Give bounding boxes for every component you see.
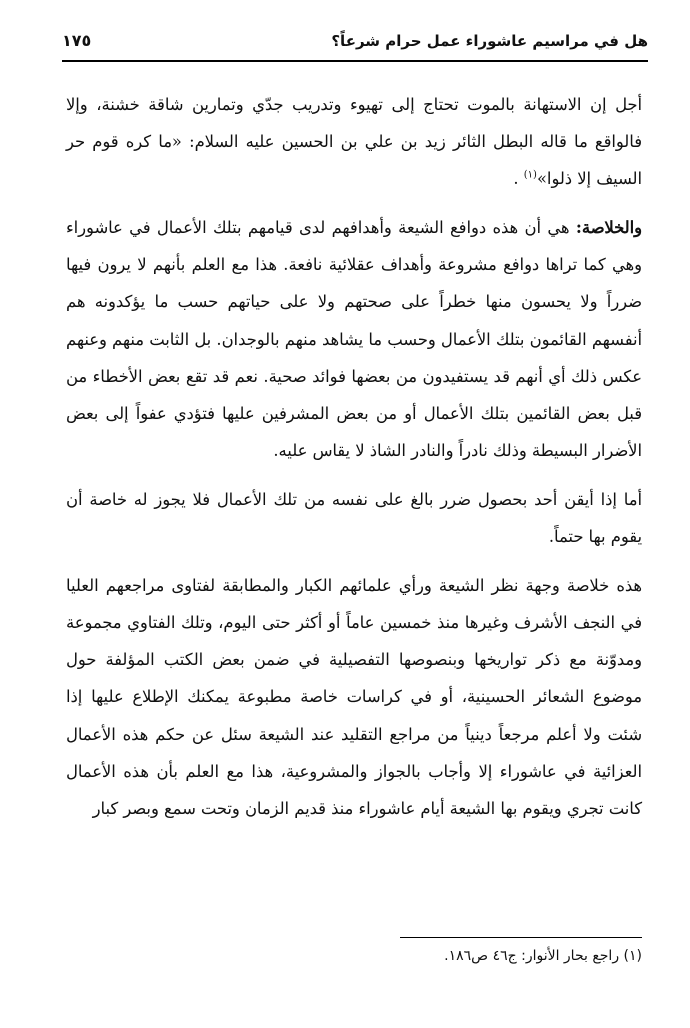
paragraph-3: أما إذا أيقن أحد بحصول ضرر بالغ على نفسه من تلك الأعمال فلا يجوز له خاصة أن يقوم بها حتماً. xyxy=(66,489,642,547)
header-divider xyxy=(62,60,648,62)
footnote: (١) راجع بحار الأنوار: ج٤٦ ص١٨٦. xyxy=(444,948,642,964)
paragraph-2 xyxy=(66,209,642,469)
paragraph-2-text: هي أن هذه دوافع الشيعة وأهدافهم لدى قيامهم بتلك الأعمال في عاشوراء وهي كما تراها دوافع مشروعة وأهداف عقلائية نافعة. هذا مع العلم بأنهم لا يرون فيها ضرراً ولا يحسون منها خطراً على صحتهم ولا على حياتهم حسب ما يؤكدونه هم أنفسهم القائمون بتلك الأعمال وحسب ما يشاهد منهم بالوجدان. بل الثابت منهم وعنهم عكس ذلك أي أنهم قد يستفيدون من بعضها فوائد صحية. نعم قد تقع بعض الأخطاء من قبل بعض القائمين بتلك الأعمال أو من بعض المشرفين عليها فتؤدي عفواً إلى بعض الأضرار البسيطة وذلك نادراً والنادر الشاذ لا يقاس عليه. xyxy=(66,218,642,460)
running-header xyxy=(62,22,648,58)
main-text xyxy=(66,86,642,827)
chapter-title: هل في مراسيم عاشوراء عمل حرام شرعاً؟ xyxy=(331,32,648,50)
paragraph-1 xyxy=(66,86,642,197)
paragraph-1-text: أجل إن الاستهانة بالموت تحتاج إلى تهيوء وتدريب جدّي وتمارين شاقة خشنة، وإلا فالواقع ما قاله البطل الثائر زيد بن علي بن الحسين عليه السلام: «ما كره قوم حر السيف إلا ذلوا» xyxy=(66,95,642,189)
footnote-marker[interactable]: (١) xyxy=(523,169,537,181)
footnote-divider xyxy=(400,937,642,938)
paragraph-4: هذه خلاصة وجهة نظر الشيعة ورأي علمائهم الكبار والمطابقة لفتاوى مراجعهم العليا في النجف الأشرف وغيرها منذ خمسين عاماً أو أكثر حتى اليوم، وتلك الفتاوي مجموعة ومدوّنة مع ذكر تواريخها وبنصوصها التفصيلية في ضمن بعض الكتب المؤلفة حول موضوع الشعائر الحسينية، أو في كراسات خاصة مطبوعة يمكنك الإطلاع عليها إذا شئت ولا أعلم مرجعاً دينياً من مراجع التقليد عند الشيعة سئل عن حكم هذه الأعمال العزائية في عاشوراء إلا وأجاب بالجواز والمشروعية، هذا مع العلم بأن هذه الأعمال كانت تجري ويقوم بها الشيعة أيام عاشوراء منذ قديم الزمان وتحت سمع وبصر كبار xyxy=(66,576,642,818)
paragraph-1-end: . xyxy=(513,169,524,189)
summary-lead: والخلاصة: xyxy=(575,218,642,238)
page-number: ١٧٥ xyxy=(62,31,92,50)
